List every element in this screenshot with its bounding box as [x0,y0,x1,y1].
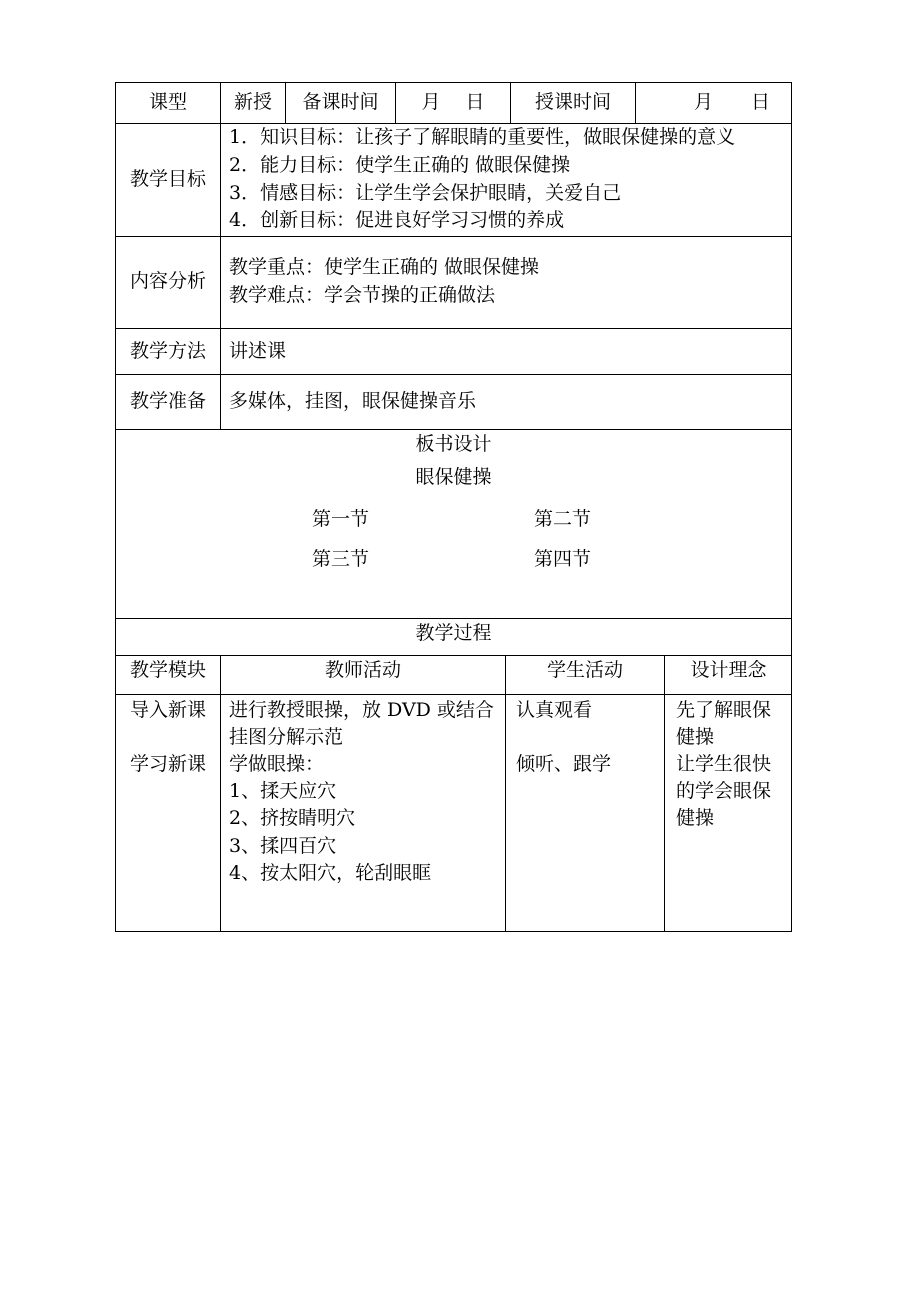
objective-item: 3．情感目标：让学生学会保护眼睛，关爱自己 [229,182,622,204]
objective-item: 2．能力目标：使学生正确的 做眼保健操 [229,154,571,176]
row-divider [115,236,792,237]
teacher-activity-line: 4、按太阳穴，轮刮眼眶 [229,862,432,884]
col-divider [220,82,221,429]
column-header: 设计理念 [690,659,767,681]
student-activity-line: 认真观看 [516,699,593,721]
module-item: 导入新课 [129,699,206,721]
content-analysis-label: 内容分析 [129,270,206,292]
teach-time-value: 月 日 [694,91,771,113]
design-idea-line: 健操 [676,726,715,748]
method-label: 教学方法 [129,340,206,362]
objectives-label: 教学目标 [129,168,206,190]
board-section: 第四节 [534,548,592,570]
course-type-value: 新授 [233,91,272,113]
prep-time-value: 月 日 [421,91,485,113]
row-divider [115,694,792,695]
module-item: 学习新课 [129,753,206,775]
teacher-activity-line: 挂图分解示范 [229,726,344,748]
method-value: 讲述课 [229,340,287,362]
col-divider [220,655,221,932]
row-divider [115,618,792,619]
row-divider [115,429,792,430]
design-idea-line: 的学会眼保 [676,780,772,802]
teach-time-label: 授课时间 [534,91,611,113]
teacher-activity-line: 1、揉天应穴 [229,780,337,802]
col-divider [635,82,636,123]
design-idea-line: 让学生很快 [676,753,772,775]
course-type-label: 课型 [148,91,187,113]
board-section: 第二节 [534,508,592,530]
board-subtitle: 眼保健操 [415,466,492,488]
preparation-label: 教学准备 [129,390,206,412]
teacher-activity-line: 3、揉四百穴 [229,835,337,857]
board-title: 板书设计 [415,433,492,455]
content-analysis-item: 教学重点：使学生正确的 做眼保健操 [229,256,540,278]
design-idea-line: 健操 [676,807,715,829]
objective-item: 1．知识目标：让孩子了解眼睛的重要性，做眼保健操的意义 [229,126,736,148]
row-divider [115,328,792,329]
teacher-activity-line: 学做眼操： [229,753,325,775]
column-header: 教学模块 [129,659,206,681]
preparation-value: 多媒体，挂图，眼保健操音乐 [229,390,477,412]
column-header: 教师活动 [324,659,401,681]
board-section: 第三节 [312,548,370,570]
objective-item: 4．创新目标：促进良好学习习惯的养成 [229,209,565,231]
teacher-activity-line: 进行教授眼操，放 DVD 或结合 [229,699,494,721]
column-header: 学生活动 [546,659,623,681]
row-divider [115,655,792,656]
board-section: 第一节 [312,508,370,530]
design-idea-line: 先了解眼保 [676,699,772,721]
col-divider [664,655,665,932]
row-divider [115,374,792,375]
col-divider [505,655,506,932]
teacher-activity-line: 2、挤按睛明穴 [229,807,356,829]
prep-time-label: 备课时间 [302,91,379,113]
content-analysis-item: 教学难点：学会节操的正确做法 [229,284,496,306]
process-title: 教学过程 [415,622,492,644]
student-activity-line: 倾听、跟学 [516,753,612,775]
